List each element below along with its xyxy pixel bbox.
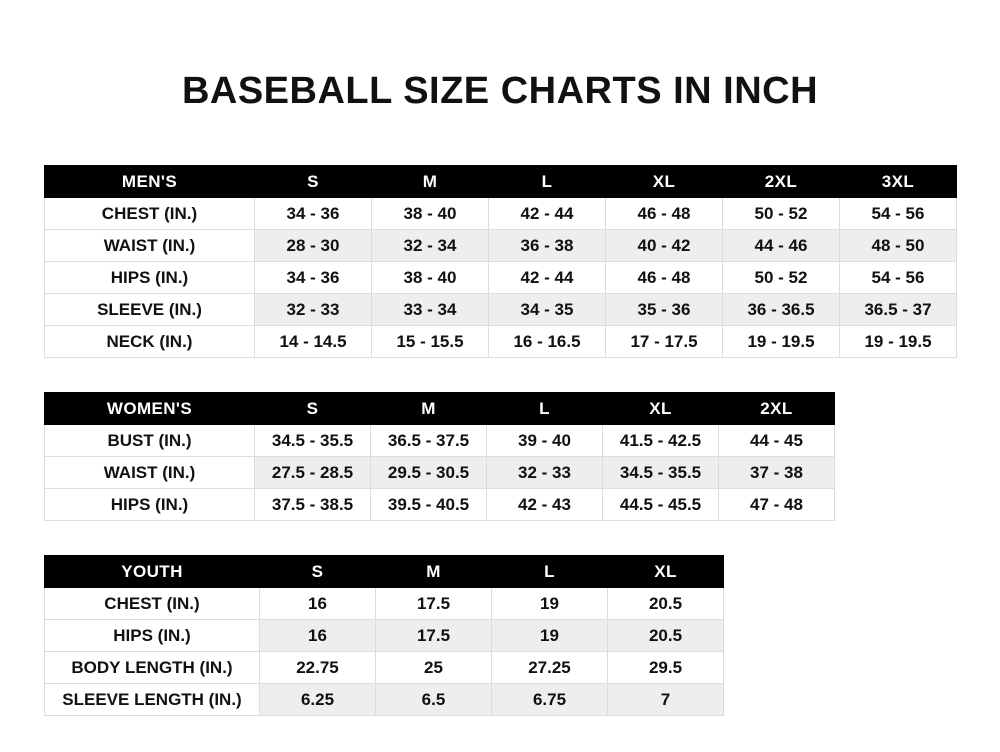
cell: 34 - 35 [489,294,606,326]
womens-header-2xl: 2XL [719,393,835,425]
table-row [45,425,835,457]
mens-header-l: L [489,166,606,198]
cell: 36 - 36.5 [723,294,840,326]
womens-header-xl: XL [603,393,719,425]
cell: 34 - 36 [255,198,372,230]
cell: 44 - 45 [719,425,835,457]
mens-header-m: M [372,166,489,198]
table-row [45,326,957,358]
mens-table-header [45,166,957,198]
cell: 32 - 33 [487,457,603,489]
cell: 14 - 14.5 [255,326,372,358]
cell: 38 - 40 [372,262,489,294]
cell: 54 - 56 [840,198,957,230]
cell: 42 - 44 [489,262,606,294]
womens-table-header [45,393,835,425]
table-header-row [45,556,724,588]
cell: 54 - 56 [840,262,957,294]
mens-header-3xl: 3XL [840,166,957,198]
cell: 17 - 17.5 [606,326,723,358]
cell: 35 - 36 [606,294,723,326]
row-label: HIPS (IN.) [45,489,255,521]
table-row [45,198,957,230]
table-header-row [45,393,835,425]
cell: 29.5 - 30.5 [371,457,487,489]
row-label: NECK (IN.) [45,326,255,358]
table-row [45,652,724,684]
table-row [45,588,724,620]
row-label: WAIST (IN.) [45,457,255,489]
cell: 6.25 [260,684,376,716]
youth-table-header [45,556,724,588]
table-row [45,489,835,521]
cell: 19 [492,620,608,652]
cell: 20.5 [608,620,724,652]
table-row [45,620,724,652]
row-label: CHEST (IN.) [45,588,260,620]
table-row [45,230,957,262]
mens-size-table [44,165,957,358]
cell: 16 [260,588,376,620]
table-row [45,262,957,294]
youth-size-table [44,555,724,716]
cell: 39.5 - 40.5 [371,489,487,521]
cell: 39 - 40 [487,425,603,457]
mens-header-xl: XL [606,166,723,198]
cell: 25 [376,652,492,684]
cell: 44.5 - 45.5 [603,489,719,521]
cell: 50 - 52 [723,262,840,294]
cell: 32 - 34 [372,230,489,262]
cell: 34.5 - 35.5 [603,457,719,489]
table-spacer [44,358,956,392]
cell: 19 - 19.5 [840,326,957,358]
womens-header-category: WOMEN'S [45,393,255,425]
mens-header-s: S [255,166,372,198]
table-header-row [45,166,957,198]
page-title: BASEBALL SIZE CHARTS IN INCH [181,70,819,112]
cell: 19 - 19.5 [723,326,840,358]
cell: 36.5 - 37.5 [371,425,487,457]
row-label: SLEEVE (IN.) [45,294,255,326]
youth-header-s: S [260,556,376,588]
cell: 50 - 52 [723,198,840,230]
row-label: CHEST (IN.) [45,198,255,230]
cell: 6.5 [376,684,492,716]
cell: 34 - 36 [255,262,372,294]
cell: 33 - 34 [372,294,489,326]
cell: 41.5 - 42.5 [603,425,719,457]
cell: 19 [492,588,608,620]
cell: 46 - 48 [606,262,723,294]
cell: 42 - 44 [489,198,606,230]
youth-header-category: YOUTH [45,556,260,588]
cell: 17.5 [376,588,492,620]
cell: 36.5 - 37 [840,294,957,326]
cell: 40 - 42 [606,230,723,262]
womens-header-m: M [371,393,487,425]
table-row [45,684,724,716]
cell: 42 - 43 [487,489,603,521]
cell: 28 - 30 [255,230,372,262]
womens-table-body [45,425,835,521]
cell: 44 - 46 [723,230,840,262]
youth-header-l: L [492,556,608,588]
cell: 6.75 [492,684,608,716]
cell: 15 - 15.5 [372,326,489,358]
row-label: BODY LENGTH (IN.) [45,652,260,684]
mens-table-body [45,198,957,358]
size-tables-container [0,165,1000,716]
cell: 48 - 50 [840,230,957,262]
womens-header-l: L [487,393,603,425]
mens-header-2xl: 2XL [723,166,840,198]
cell: 16 - 16.5 [489,326,606,358]
row-label: BUST (IN.) [45,425,255,457]
cell: 17.5 [376,620,492,652]
cell: 22.75 [260,652,376,684]
row-label: HIPS (IN.) [45,620,260,652]
cell: 29.5 [608,652,724,684]
cell: 27.5 - 28.5 [255,457,371,489]
row-label: HIPS (IN.) [45,262,255,294]
cell: 27.25 [492,652,608,684]
womens-header-s: S [255,393,371,425]
cell: 20.5 [608,588,724,620]
womens-size-table [44,392,835,521]
cell: 37.5 - 38.5 [255,489,371,521]
cell: 7 [608,684,724,716]
youth-table-body [45,588,724,716]
cell: 16 [260,620,376,652]
table-row [45,457,835,489]
youth-header-xl: XL [608,556,724,588]
mens-header-category: MEN'S [45,166,255,198]
row-label: WAIST (IN.) [45,230,255,262]
cell: 38 - 40 [372,198,489,230]
cell: 32 - 33 [255,294,372,326]
cell: 47 - 48 [719,489,835,521]
row-label: SLEEVE LENGTH (IN.) [45,684,260,716]
table-row [45,294,957,326]
cell: 34.5 - 35.5 [255,425,371,457]
youth-header-m: M [376,556,492,588]
cell: 36 - 38 [489,230,606,262]
cell: 46 - 48 [606,198,723,230]
table-spacer [44,521,956,555]
cell: 37 - 38 [719,457,835,489]
